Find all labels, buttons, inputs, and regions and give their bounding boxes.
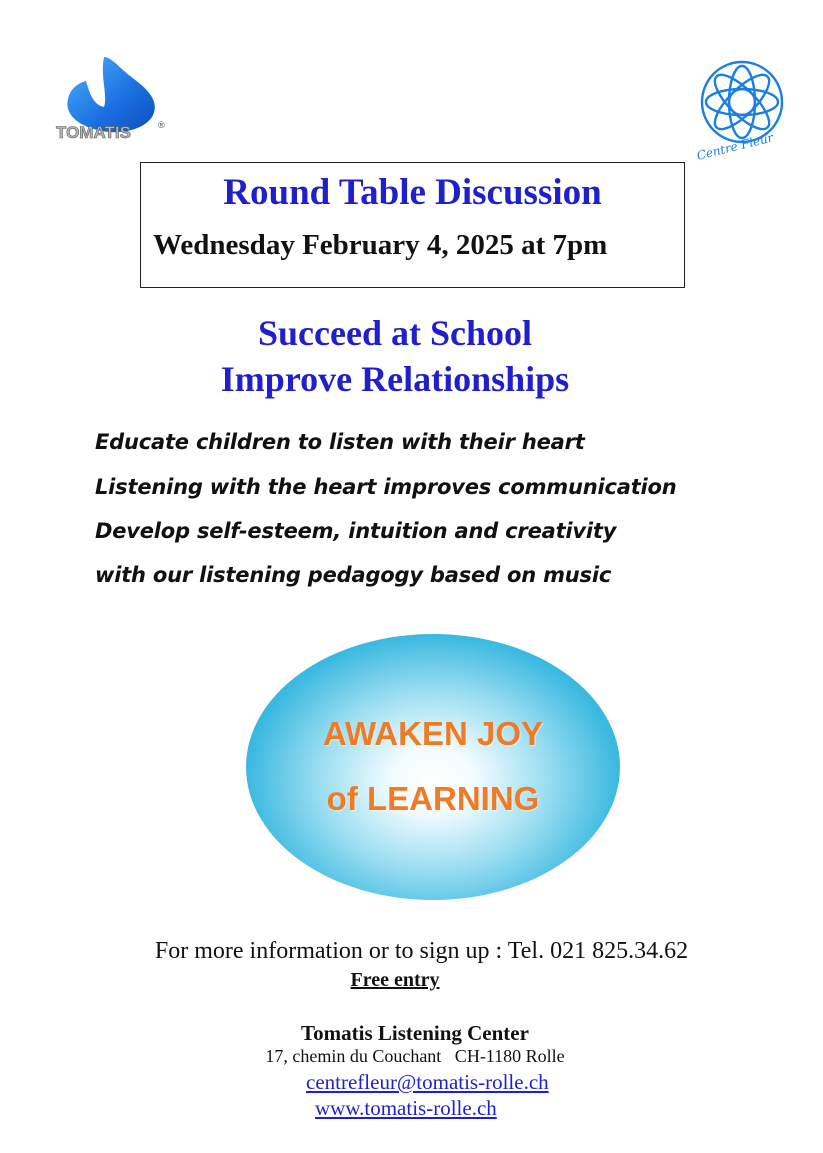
tagline: Listening with the heart improves communication: [95, 475, 677, 499]
tomatis-wordmark: TOMATIS: [56, 123, 131, 142]
email-link[interactable]: centrefleur@tomatis-rolle.ch: [306, 1070, 549, 1094]
free-entry: Free entry: [350, 969, 440, 991]
centre-fleur-text: Centre Fleur: [695, 130, 775, 163]
address: 17, chemin du Couchant CH-1180 Rolle: [265, 1046, 565, 1066]
registered-mark: ®: [158, 120, 165, 130]
highlight-ellipse: [246, 634, 620, 900]
tagline: with our listening pedagogy based on music: [95, 563, 612, 587]
center-name: Tomatis Listening Center: [301, 1021, 529, 1045]
event-box: [140, 162, 685, 288]
highlight-line-1: AWAKEN JOY: [322, 715, 544, 752]
subtitle-relationships: Improve Relationships: [220, 359, 570, 399]
event-title: Round Table Discussion: [223, 172, 602, 213]
subtitle-school: Succeed at School: [258, 313, 532, 353]
tagline: Develop self-esteem, intuition and creativity: [95, 519, 617, 543]
info-line: For more information or to sign up : Tel. 021 825.34.62: [154, 938, 689, 964]
website-link[interactable]: www.tomatis-rolle.ch: [315, 1096, 497, 1120]
event-date: Wednesday February 4, 2025 at 7pm: [153, 229, 608, 261]
centre-fleur-logo: [692, 58, 812, 168]
tagline: Educate children to listen with their heart: [95, 430, 585, 454]
highlight-line-2: of LEARNING: [326, 780, 540, 817]
tomatis-logo: [52, 55, 177, 150]
